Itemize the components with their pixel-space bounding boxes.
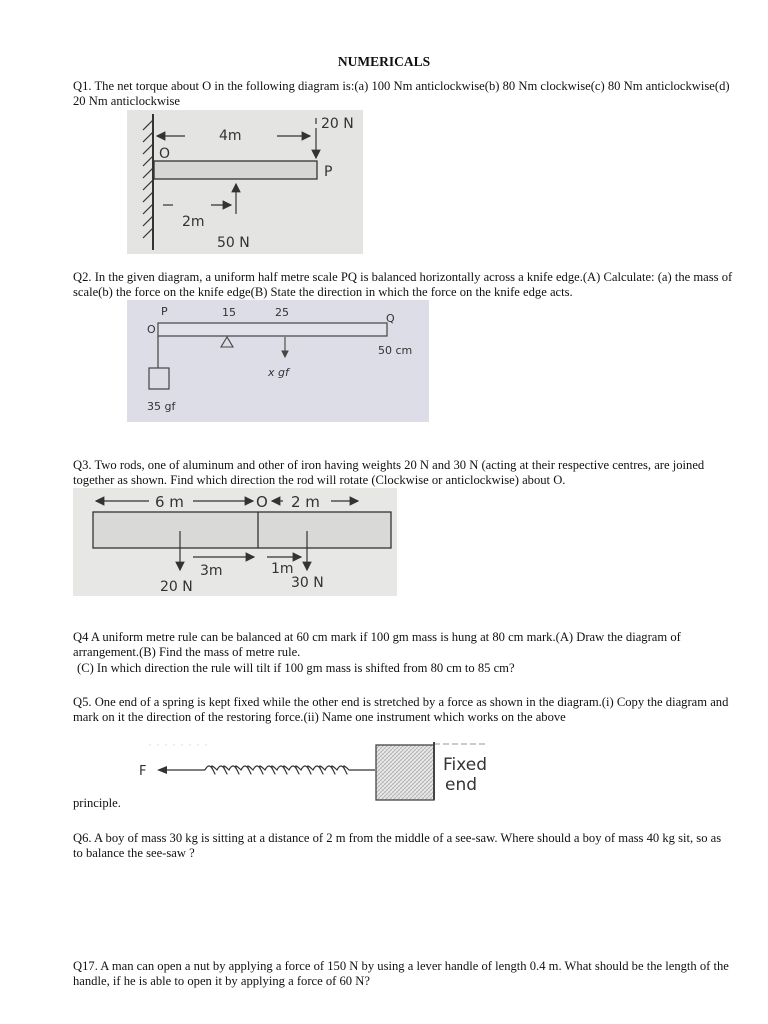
figure-2-half-metre-scale [127,300,429,422]
fig2-label-o: O [147,323,156,336]
question-6: Q6. A boy of mass 30 kg is sitting at a distance of 2 m from the middle of a see-saw. Where should a boy of mass 40 kg sit, so as to balance the see-saw ? [73,831,722,861]
fig3-label-o: O [256,493,268,511]
fig2-label-q: Q [386,312,395,325]
fig3-distance-2m: 2 m [291,493,320,511]
figure-5-spring [129,736,509,802]
question-4-part-c: (C) In which direction the rule will tilt if 100 gm mass is shifted from 80 cm to 85 cm? [77,661,515,675]
question-3: Q3. Two rods, one of aluminum and other of iron having weights 20 N and 30 N (acting at their respective centres, are joined together as shown. Find which direction the rod will rotate (Clockwise or anticlockwise) about O. [73,458,705,488]
fig1-force-20n: 20 N [321,116,354,132]
question-5: Q5. One end of a spring is kept fixed while the other end is stretched by a force as shown in the diagram.(i) Copy the diagram and mark on it the direction of the restoring force.(ii) Name one instrument which works on the above [73,695,729,725]
fig2-mark-25: 25 [275,306,289,319]
question-5-end: principle. [73,796,121,810]
fig2-label-50cm: 50 cm [378,344,413,357]
fig3-weight-30n: 30 N [291,575,324,591]
fig1-force-50n: 50 N [217,235,250,251]
question-4: Q4 A uniform metre rule can be balanced at 60 cm mark if 100 gm mass is hung at 80 cm mark.(A) Draw the diagram of arrangement.(B) Find the mass of metre rule. [73,630,681,660]
fig3-distance-6m: 6 m [155,493,184,511]
question-1: Q1. The net torque about O in the following diagram is:(a) 100 Nm anticlockwise(b) 80 Nm clockwise(c) 80 Nm anticlockwise(d) 20 Nm anticlockwise [73,79,730,109]
fig2-label-p: P [161,305,168,318]
page-title: NUMERICALS [337,54,431,69]
fig1-distance-4m: 4m [219,128,242,144]
fig3-weight-20n: 20 N [160,579,193,595]
figure-1-lever-diagram [127,110,363,254]
fig1-distance-2m: 2m [182,214,205,230]
figure-3-two-rods [73,488,397,596]
fig2-label-35gf: 35 gf [147,400,176,413]
question-2: Q2. In the given diagram, a uniform half metre scale PQ is balanced horizontally across a knife edge.(A) Calculate: (a) the mass of scale(b) the force on the knife edge(B) State the direction in which the force on the knife edge acts. [73,270,733,300]
fig2-mark-15: 15 [222,306,236,319]
fig5-label-end: end [445,775,478,795]
fig3-distance-1m: 1m [271,561,294,577]
question-17: Q17. A man can open a nut by applying a force of 150 N by using a lever handle of length 0.4 m. What should be the length of the handle, if he is able to open it by applying a force of 60 N? [73,959,729,989]
fig3-distance-3m: 3m [200,563,223,579]
fig5-label-f: F [139,764,147,779]
fig2-label-xgf: x gf [268,366,289,379]
fig5-label-fixed: Fixed [443,755,488,775]
fig1-label-p: P [324,164,333,180]
fig1-label-o: O [159,146,171,162]
